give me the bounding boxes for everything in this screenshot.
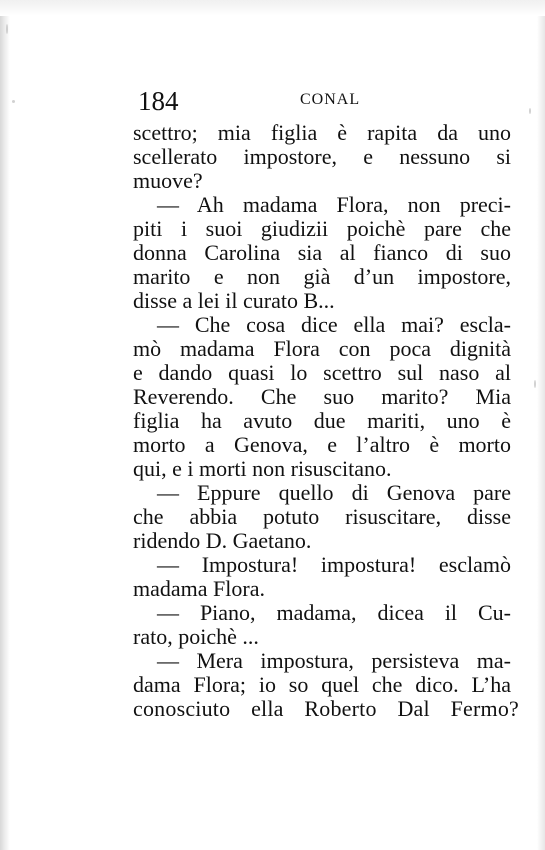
text-line: madama Flora. xyxy=(133,577,265,601)
page-header xyxy=(138,88,510,118)
text-line: — Eppure quello di Genova pare xyxy=(157,481,511,505)
text-line: conosciuto ella Roberto Dal Fermo? xyxy=(133,697,519,721)
text-line: morto a Genova, e l’altro è morto xyxy=(133,433,511,457)
text-line: marito e non già d’un impostore, xyxy=(133,265,511,289)
text-line: — Che cosa dice ella mai? escla- xyxy=(157,313,511,337)
text-line: piti i suoi giudizii poichè pare che xyxy=(133,217,511,241)
text-line: — Piano, madama, dicea il Cu- xyxy=(157,601,511,625)
text-line: figlia ha avuto due mariti, uno è xyxy=(133,409,511,433)
page-number: 184 xyxy=(138,86,179,116)
text-line: — Impostura! impostura! esclamò xyxy=(157,553,511,577)
text-line: donna Carolina sia al fianco di suo xyxy=(133,241,511,265)
text-line: — Ah madama Flora, non preci- xyxy=(157,193,511,217)
text-line: che abbia potuto risuscitare, disse xyxy=(133,505,511,529)
scan-top-shadow xyxy=(0,0,545,16)
body-text xyxy=(133,121,519,721)
scan-speck xyxy=(12,100,15,103)
scan-speck xyxy=(529,108,531,114)
text-line: qui, e i morti non risuscitano. xyxy=(133,457,392,481)
text-line: e dando quasi lo scettro sul naso al xyxy=(133,361,511,385)
text-line: scettro; mia figlia è rapita da uno xyxy=(133,121,511,145)
text-line: mò madama Flora con poca dignità xyxy=(133,337,511,361)
text-line: Reverendo. Che suo marito? Mia xyxy=(133,385,511,409)
text-line: ridendo D. Gaetano. xyxy=(133,529,312,553)
scan-speck xyxy=(534,380,536,388)
scan-speck xyxy=(6,24,8,34)
text-line: dama Flora; io so quel che dico. L’ha xyxy=(133,673,511,697)
text-line: disse a lei il curato B... xyxy=(133,289,335,313)
text-line: rato, poichè ... xyxy=(133,625,259,649)
scan-right-edge xyxy=(537,0,545,850)
text-line: — Mera impostura, persisteva ma- xyxy=(157,649,511,673)
text-line: muove? xyxy=(133,169,203,193)
scan-left-edge xyxy=(0,0,10,850)
text-line: scellerato impostore, e nessuno si xyxy=(133,145,511,169)
running-head: CONAL xyxy=(300,91,361,108)
